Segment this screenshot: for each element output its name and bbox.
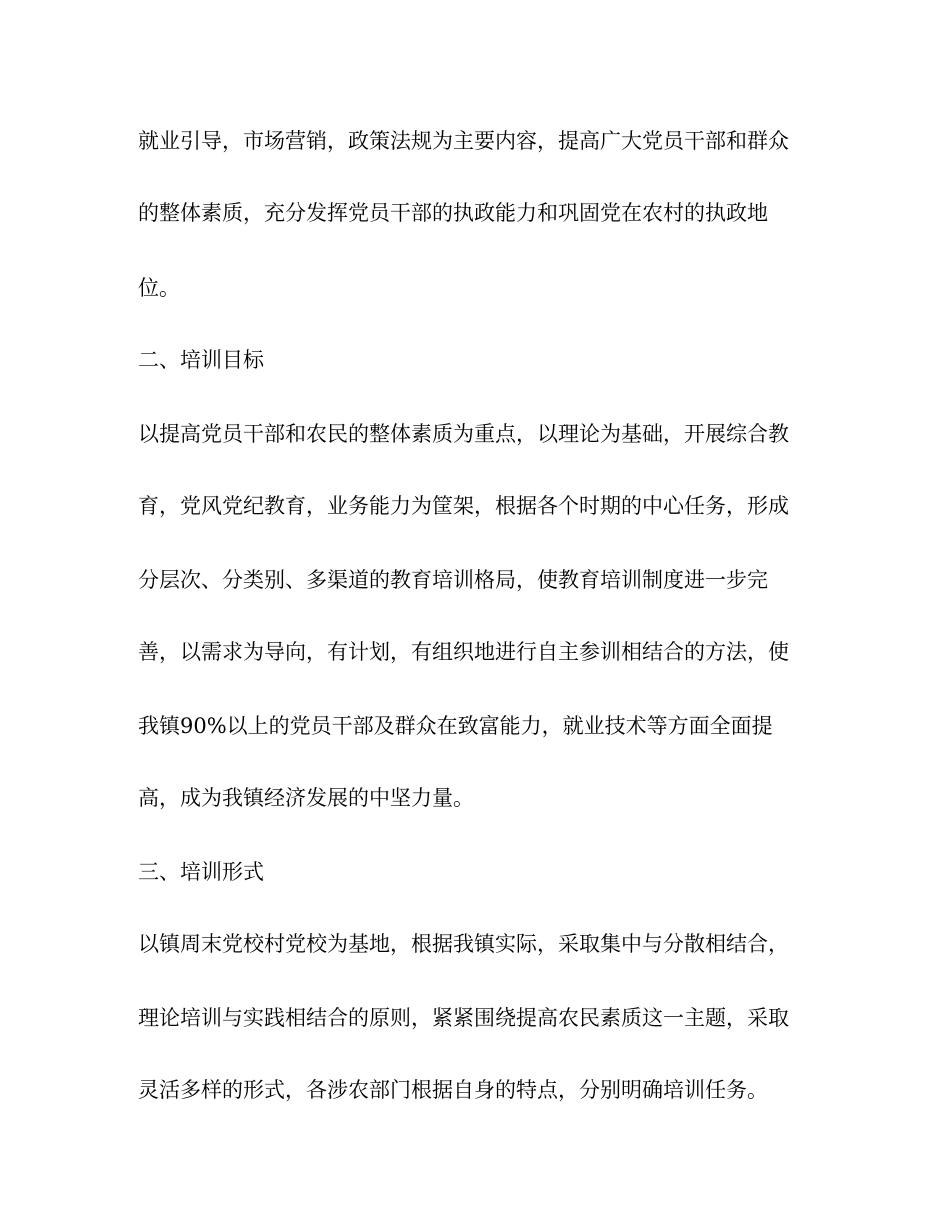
text-line: 理论培训与实践相结合的原则，紧紧围绕提高农民素质这一主题，采取 [138, 1006, 789, 1030]
text-line: 分层次、分类别、多渠道的教育培训格局，使教育培训制度进一步完 [138, 568, 768, 592]
text-line: 就业引导，市场营销，政策法规为主要内容，提高广大党员干部和群众 [138, 129, 789, 153]
text-line: 的整体素质，充分发挥党员干部的执政能力和巩固党在农村的执政地 [138, 201, 768, 225]
text-line: 以提高党员干部和农民的整体素质为重点，以理论为基础，开展综合教 [138, 422, 789, 446]
section-heading: 二、培训目标 [138, 348, 264, 372]
text-line: 灵活多样的形式，各涉农部门根据自身的特点，分别明确培训任务。 [138, 1078, 768, 1102]
text-line: 以镇周末党校村党校为基地，根据我镇实际，采取集中与分散相结合， [138, 932, 789, 956]
section-heading: 三、培训形式 [138, 860, 264, 884]
text-line: 我镇90%以上的党员干部及群众在致富能力，就业技术等方面全面提 [138, 714, 773, 738]
text-line: 位。 [138, 276, 180, 300]
text-line: 善，以需求为导向，有计划，有组织地进行自主参训相结合的方法，使 [138, 640, 789, 664]
text-line: 育，党风党纪教育，业务能力为筐架，根据各个时期的中心任务，形成 [138, 494, 789, 518]
text-line: 高，成为我镇经济发展的中坚力量。 [138, 786, 474, 810]
